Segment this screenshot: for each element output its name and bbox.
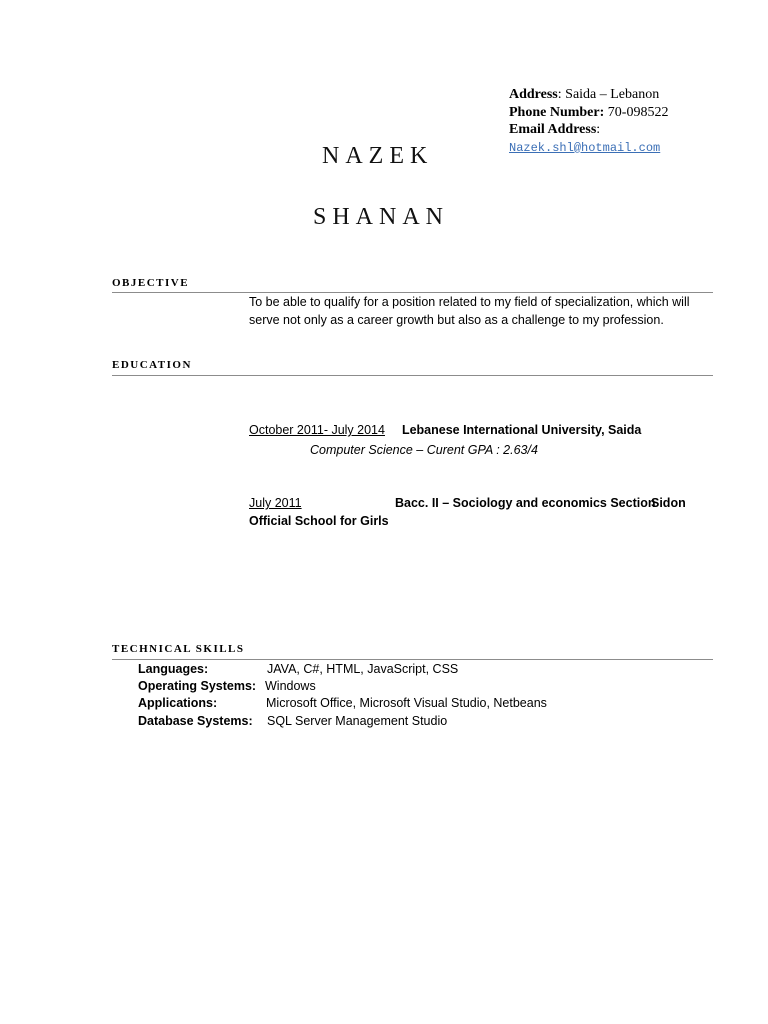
skill-value: JAVA, C#, HTML, JavaScript, CSS bbox=[267, 662, 459, 676]
address-value: : Saida – Lebanon bbox=[557, 87, 660, 102]
email-link[interactable]: Nazek.shl@hotmail.com bbox=[509, 140, 661, 155]
phone-label: Phone Number: bbox=[509, 104, 605, 120]
phone-line bbox=[509, 104, 668, 122]
education-entry-2-dates-line bbox=[249, 496, 302, 510]
education-entry-2-institution: Bacc. II – Sociology and economics Section bbox=[395, 496, 656, 510]
last-name: SHANAN bbox=[313, 204, 450, 230]
skill-value: Microsoft Office, Microsoft Visual Studio, Netbeans bbox=[266, 696, 547, 710]
contact-block bbox=[509, 86, 668, 157]
skills-heading: TECHNICAL SKILLS bbox=[112, 643, 245, 655]
skill-label: Languages: bbox=[138, 662, 209, 676]
skill-label: Operating Systems: bbox=[138, 679, 257, 693]
education-dates: July 2011 bbox=[249, 496, 302, 510]
phone-value: 70-098522 bbox=[604, 104, 669, 120]
education-detail: Computer Science – Curent GPA : 2.63/4 bbox=[310, 443, 538, 457]
email-line bbox=[509, 121, 668, 139]
skill-value: SQL Server Management Studio bbox=[267, 714, 448, 728]
skills-divider bbox=[112, 659, 713, 660]
skill-label: Database Systems: bbox=[138, 714, 253, 728]
education-divider bbox=[112, 375, 713, 376]
skill-label: Applications: bbox=[138, 696, 218, 710]
email-label: Email Address bbox=[509, 122, 597, 137]
address-line bbox=[509, 86, 668, 104]
objective-heading: OBJECTIVE bbox=[112, 277, 190, 289]
education-entry-1 bbox=[249, 423, 641, 437]
objective-text: To be able to qualify for a position related to my field of specialization, which will serve not only as a career growth but also as a challenge to my profession. bbox=[249, 295, 690, 327]
address-label: Address bbox=[509, 87, 558, 102]
education-dates: October 2011- July 2014 bbox=[249, 423, 385, 437]
skill-value: Windows bbox=[265, 679, 316, 693]
education-entry-2-location: Sidon bbox=[651, 496, 686, 510]
email-colon: : bbox=[596, 122, 601, 137]
education-entry-2-school: Official School for Girls bbox=[249, 514, 389, 528]
first-name: NAZEK bbox=[322, 143, 434, 169]
education-institution: Lebanese International University, Saida bbox=[401, 423, 642, 437]
education-heading: EDUCATION bbox=[112, 359, 192, 371]
